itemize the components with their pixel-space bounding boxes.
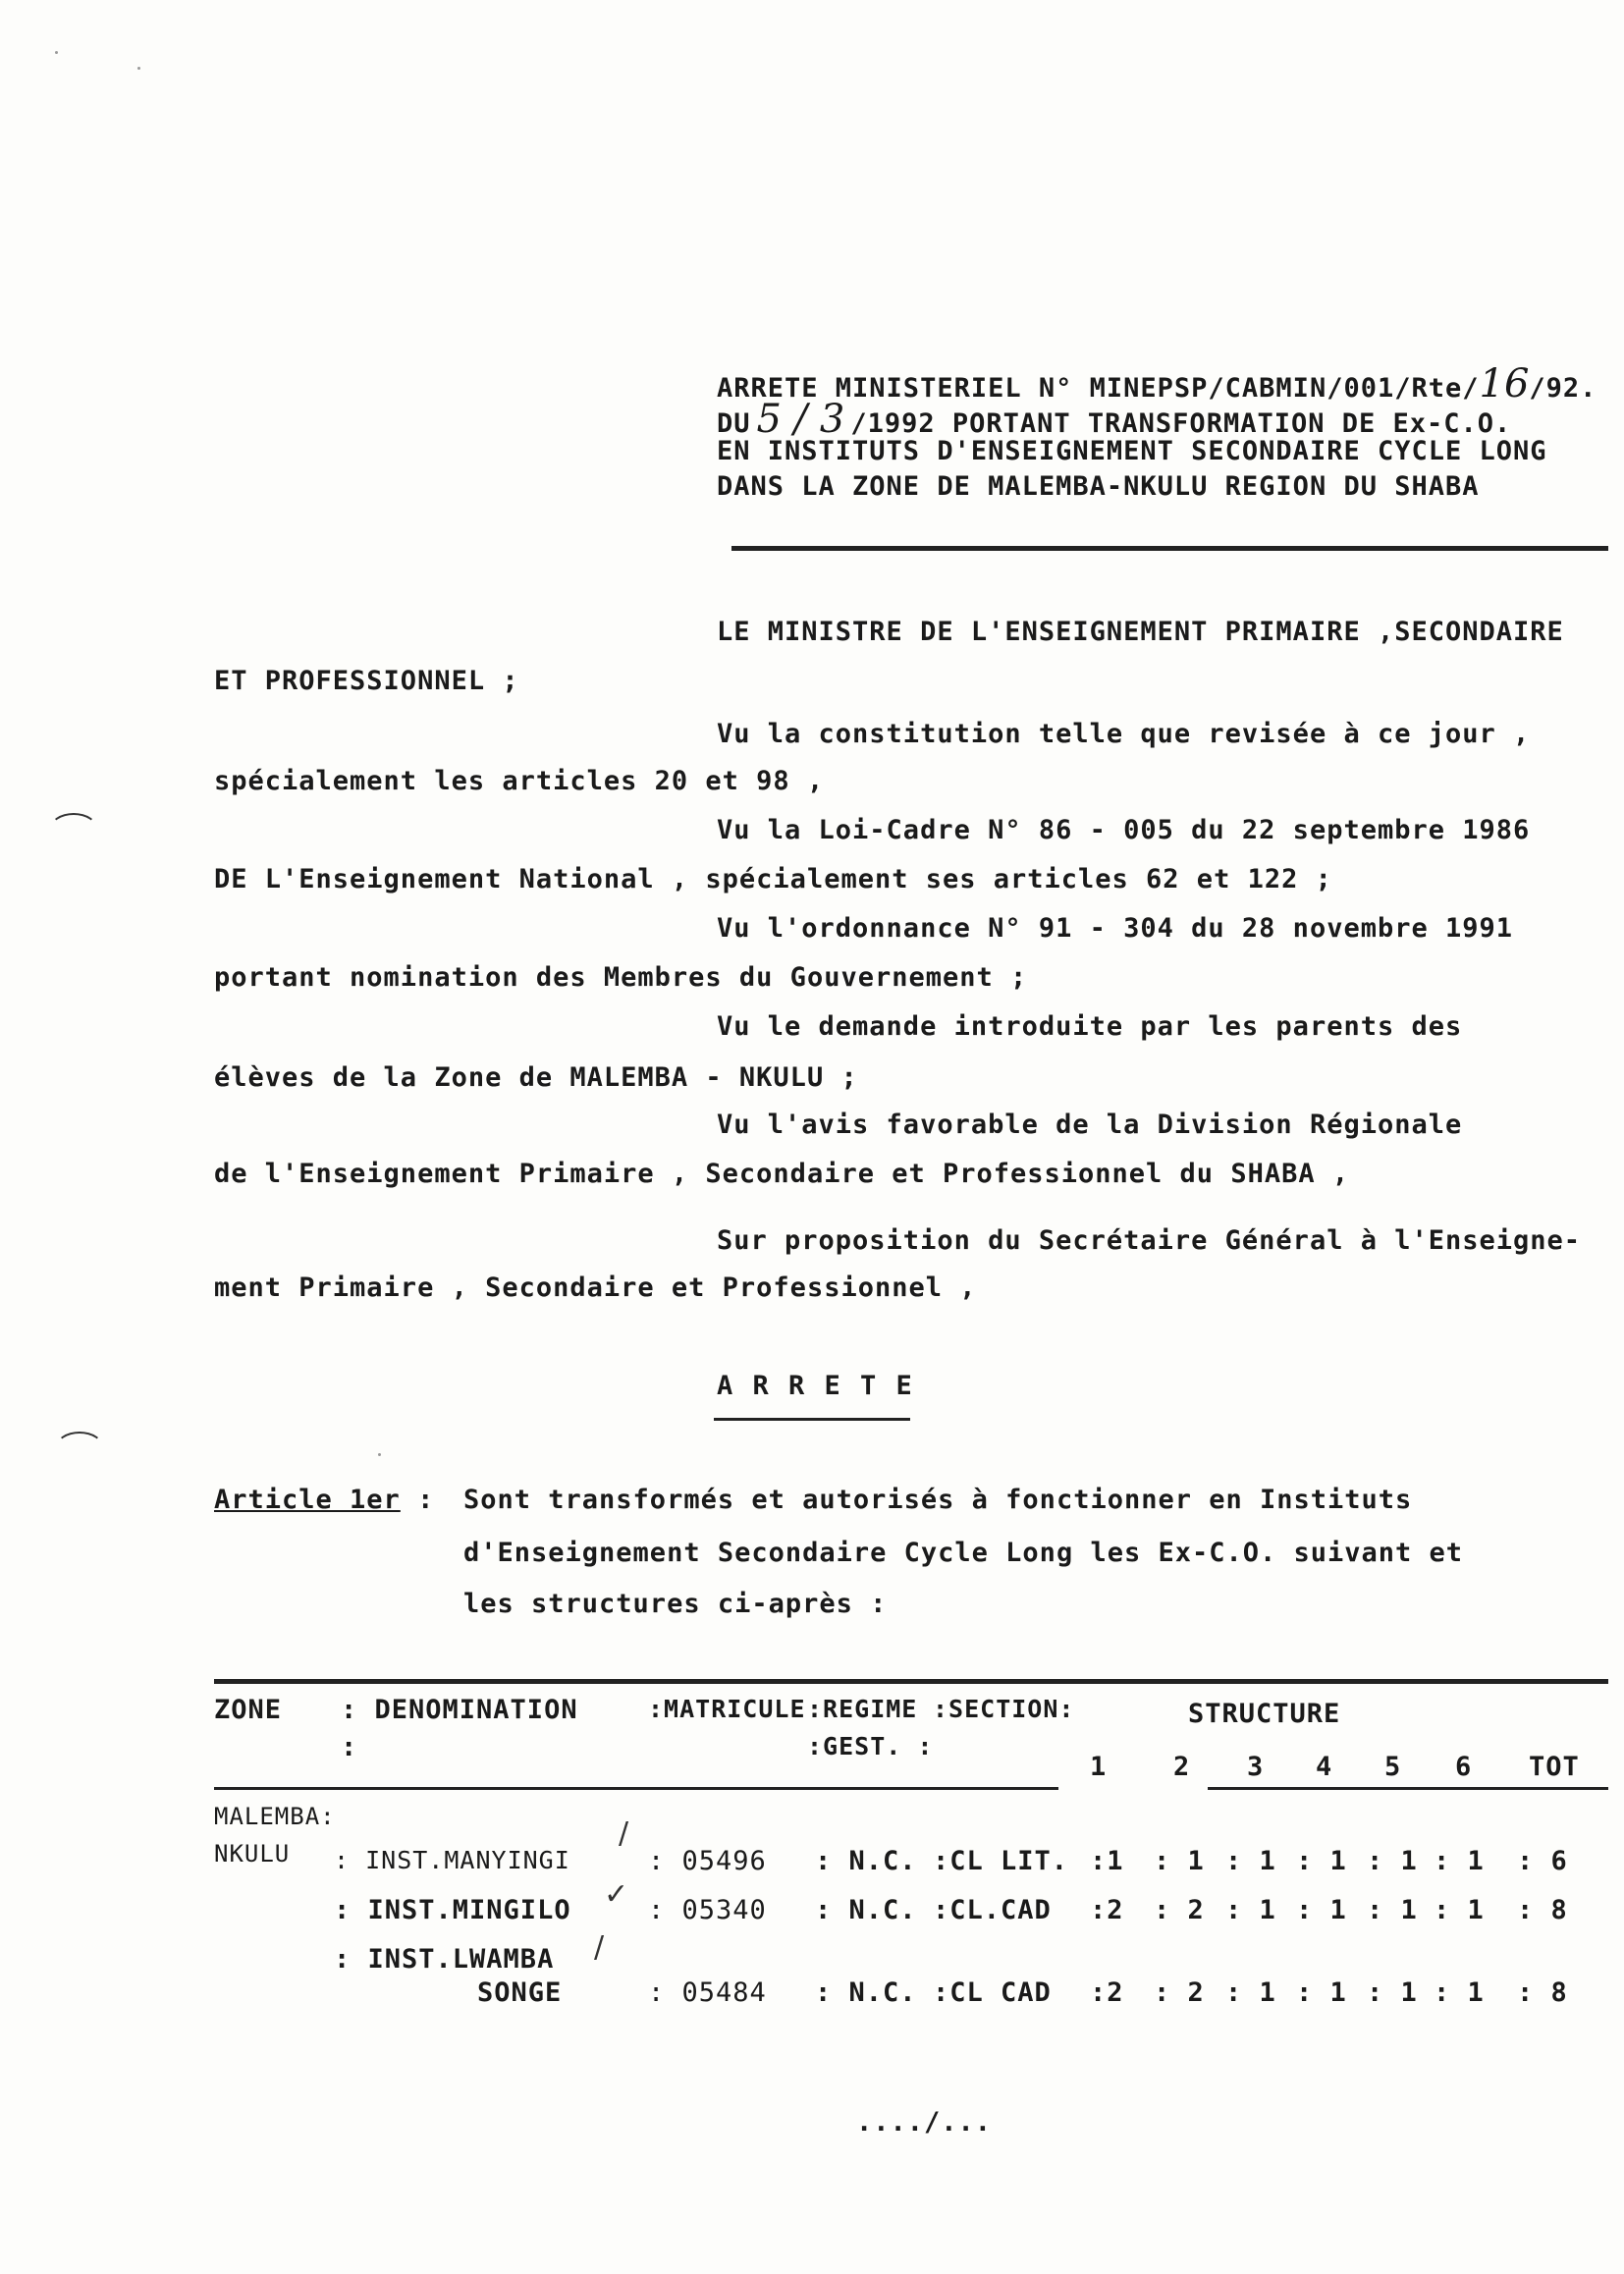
checkmark-icon: / (594, 1930, 605, 1965)
scan-speck (378, 1453, 381, 1456)
row-denomination: : INST.MINGILO (334, 1895, 571, 1925)
margin-mark (55, 1432, 104, 1465)
th-structure: STRUCTURE (1188, 1699, 1341, 1729)
th-regime: :REGIME (807, 1695, 918, 1723)
arrete-underline (714, 1418, 910, 1421)
row-regime: : N.C. (815, 1846, 917, 1876)
preamble-6-first: Sur proposition du Secrétaire Général à l'Enseigne- (717, 1225, 1582, 1256)
row-section: :CL LIT. (933, 1846, 1069, 1876)
preamble-3-first: Vu l'ordonnance N° 91 - 304 du 28 novembre 1991 (717, 913, 1514, 944)
decree-title-line3: EN INSTITUTS D'ENSEIGNEMENT SECONDAIRE CYCLE LONG (717, 436, 1547, 466)
preamble-2-cont: DE L'Enseignement National , spécialement ses articles 62 et 122 ; (214, 864, 1332, 894)
preamble-1-cont: spécialement les articles 20 et 98 , (214, 766, 825, 796)
row-s3: : 1 (1225, 1846, 1276, 1876)
minister-line1: LE MINISTRE DE L'ENSEIGNEMENT PRIMAIRE ,SECONDAIRE (717, 617, 1564, 647)
th-col-1: 1 (1090, 1752, 1108, 1782)
date-suffix: /1992 PORTANT TRANSFORMATION DE Ex-C.O. (850, 408, 1512, 439)
th-col-5: 5 (1384, 1752, 1402, 1782)
preamble-1-first: Vu la constitution telle que revisée à ce jour , (717, 719, 1531, 749)
th-zone: ZONE (214, 1695, 283, 1725)
article1-line1: Sont transformés et autorisés à fonctionner en Instituts (463, 1485, 1413, 1515)
row-s5: : 1 (1367, 1895, 1418, 1925)
preamble-6-cont: ment Primaire , Secondaire et Professionnel , (214, 1272, 977, 1303)
row-s2: : 1 (1154, 1846, 1205, 1876)
row-s5: : 1 (1367, 1977, 1418, 2008)
header-rule-right (1208, 1787, 1608, 1790)
th-matricule: :MATRICULE (648, 1695, 806, 1723)
row-tot: : 6 (1517, 1846, 1568, 1876)
th-section: :SECTION: (933, 1695, 1075, 1723)
row-s1: :2 (1090, 1895, 1124, 1925)
minister-line2: ET PROFESSIONNEL ; (214, 666, 519, 696)
row-tot: : 8 (1517, 1895, 1568, 1925)
th-col-2: 2 (1173, 1752, 1191, 1782)
row-s6: : 1 (1434, 1977, 1485, 2008)
handwritten-date: 5 / 3 (756, 397, 845, 442)
decree-number-suffix: /92. (1529, 373, 1597, 404)
th-col-6: 6 (1455, 1752, 1473, 1782)
row-denomination: : INST.MANYINGI (334, 1846, 570, 1874)
th-col-3: 3 (1247, 1752, 1265, 1782)
handwritten-number: 16 (1479, 361, 1530, 406)
th-zone-colon: : (341, 1732, 358, 1762)
arrete-title: A R R E T E (717, 1371, 914, 1401)
header-rule-left (214, 1787, 1058, 1790)
row-s1: :2 (1090, 1977, 1124, 2008)
preamble-3-cont: portant nomination des Membres du Gouvernement ; (214, 962, 1028, 993)
decree-title-line4: DANS LA ZONE DE MALEMBA-NKULU REGION DU SHABA (717, 471, 1480, 502)
row-s4: : 1 (1296, 1895, 1347, 1925)
scan-speck (137, 67, 140, 70)
article1-heading: Article 1er (214, 1485, 401, 1515)
row-s6: : 1 (1434, 1895, 1485, 1925)
th-denomination: : DENOMINATION (341, 1695, 578, 1725)
row-s4: : 1 (1296, 1977, 1347, 2008)
row-s1: :1 (1090, 1846, 1124, 1876)
row-matricule: : 05496 (648, 1846, 767, 1876)
date-prefix: DU (717, 408, 751, 439)
preamble-4-cont: élèves de la Zone de MALEMBA - NKULU ; (214, 1062, 858, 1093)
checkmark-icon: / (619, 1816, 629, 1851)
table-top-rule (214, 1679, 1608, 1684)
preamble-5-first: Vu l'avis favorable de la Division Régionale (717, 1110, 1463, 1140)
header-rule (731, 546, 1608, 551)
article1-label (214, 1485, 434, 1515)
margin-mark (49, 813, 98, 846)
article1-line3: les structures ci-après : (463, 1589, 888, 1619)
th-regime-gest: :GEST. : (807, 1732, 934, 1760)
zone-name-2: NKULU (214, 1840, 291, 1868)
row-s4: : 1 (1296, 1846, 1347, 1876)
th-col-tot: TOT (1529, 1752, 1580, 1782)
preamble-5-cont: de l'Enseignement Primaire , Secondaire et Professionnel du SHABA , (214, 1159, 1350, 1189)
row-denomination: : INST.LWAMBA (334, 1944, 555, 1975)
row-denomination-cont: SONGE (477, 1977, 563, 2008)
scan-speck (55, 51, 58, 54)
page-continuation: ..../... (856, 2107, 993, 2138)
decree-number-prefix: ARRETE MINISTERIEL N° MINEPSP/CABMIN/001/Rte/ (717, 373, 1480, 404)
row-regime: : N.C. (815, 1977, 917, 2008)
row-regime: : N.C. (815, 1895, 917, 1925)
article1-line2: d'Enseignement Secondaire Cycle Long les Ex-C.O. suivant et (463, 1538, 1464, 1568)
row-s2: : 2 (1154, 1895, 1205, 1925)
row-s6: : 1 (1434, 1846, 1485, 1876)
checkmark-icon: ✓ (604, 1877, 629, 1912)
row-s3: : 1 (1225, 1895, 1276, 1925)
row-matricule: : 05484 (648, 1977, 767, 2008)
preamble-4-first: Vu le demande introduite par les parents des (717, 1011, 1463, 1042)
row-matricule: : 05340 (648, 1895, 767, 1925)
preamble-2-first: Vu la Loi-Cadre N° 86 - 005 du 22 septembre 1986 (717, 815, 1531, 845)
article1-separator: : (417, 1485, 435, 1515)
th-col-4: 4 (1316, 1752, 1333, 1782)
row-s5: : 1 (1367, 1846, 1418, 1876)
row-s3: : 1 (1225, 1977, 1276, 2008)
row-section: :CL.CAD (933, 1895, 1052, 1925)
row-tot: : 8 (1517, 1977, 1568, 2008)
zone-name-1: MALEMBA: (214, 1803, 336, 1830)
row-section: :CL CAD (933, 1977, 1052, 2008)
row-s2: : 2 (1154, 1977, 1205, 2008)
